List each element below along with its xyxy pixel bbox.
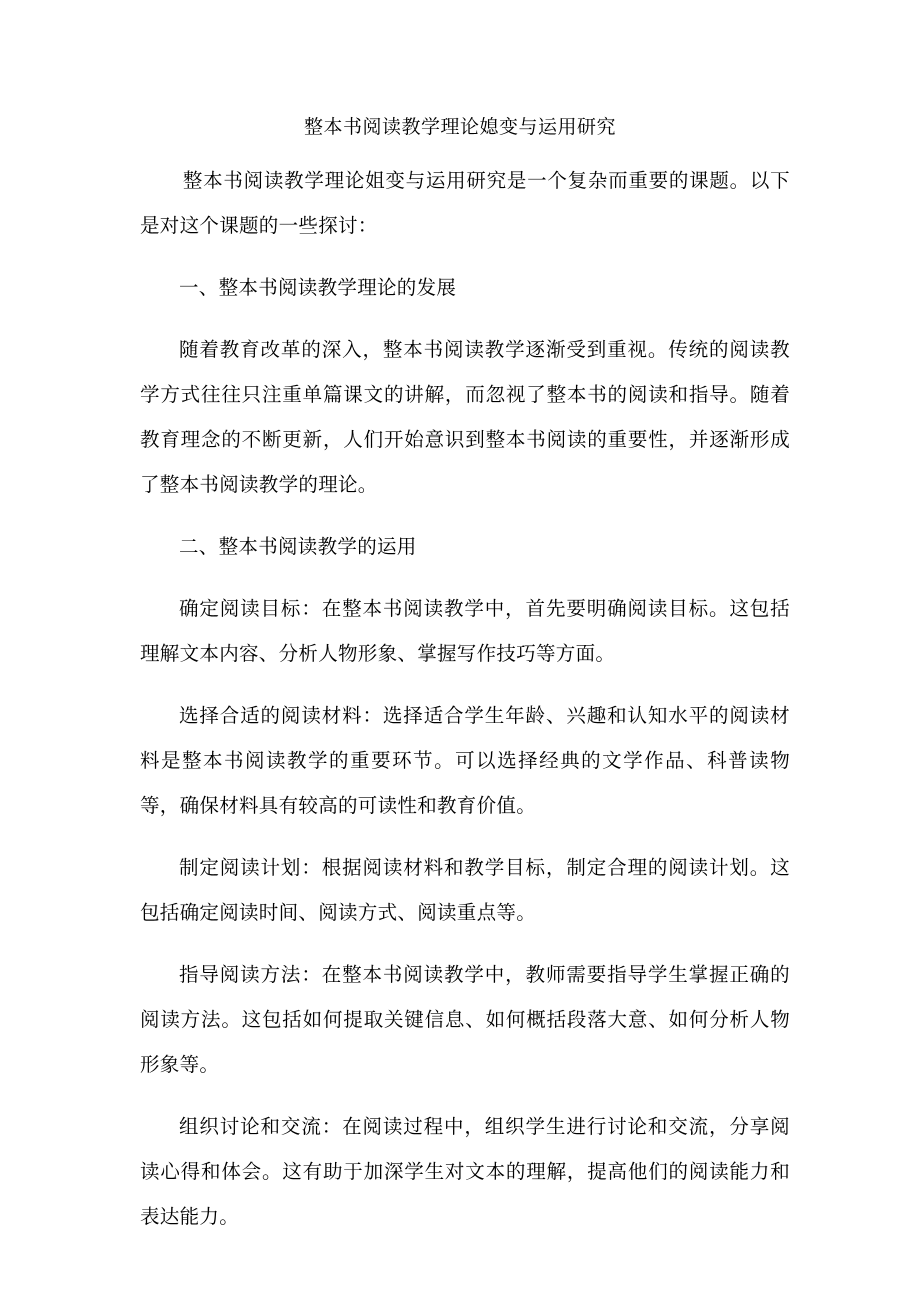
section-heading-application: 二、整本书阅读教学的运用 [179,535,417,558]
document-body [140,158,790,1256]
paragraph-reading-plan: 制定阅读计划：根据阅读材料和教学目标，制定合理的阅读计划。这包括确定阅读时间、阅读方式、阅读重点等。 [140,856,790,924]
paragraph-reading-goals: 确定阅读目标：在整本书阅读教学中，首先要明确阅读目标。这包括理解文本内容、分析人物形象、掌握写作技巧等方面。 [140,597,790,665]
document-title: 整本书阅读教学理论媳变与运用研究 [303,116,616,138]
paragraph-development: 随着教育改革的深入，整本书阅读教学逐渐受到重视。传统的阅读教学方式往往只注重单篇课文的讲解，而忽视了整本书的阅读和指导。随着教育理念的不断更新，人们开始意识到整本书阅读的重要性，并逐渐形成了整本书阅读教学的理论。 [140,338,790,496]
paragraph-reading-methods: 指导阅读方法：在整本书阅读教学中，教师需要指导学生掌握正确的阅读方法。这包括如何提取关键信息、如何概括段落大意、如何分析人物形象等。 [140,963,790,1076]
paragraph-reading-materials: 选择合适的阅读材料：选择适合学生年龄、兴趣和认知水平的阅读材料是整本书阅读教学的重要环节。可以选择经典的文学作品、科普读物等，确保材料具有较高的可读性和教育价值。 [140,704,790,817]
section-heading-development: 一、整本书阅读教学理论的发展 [179,276,457,299]
intro-paragraph: 整本书阅读教学理论姐变与运用研究是一个复杂而重要的课题。以下是对这个课题的一些探讨： [140,169,790,237]
paragraph-discussion: 组织讨论和交流：在阅读过程中，组织学生进行讨论和交流，分享阅读心得和体会。这有助于加深学生对文本的理解，提高他们的阅读能力和表达能力。 [140,1115,790,1228]
